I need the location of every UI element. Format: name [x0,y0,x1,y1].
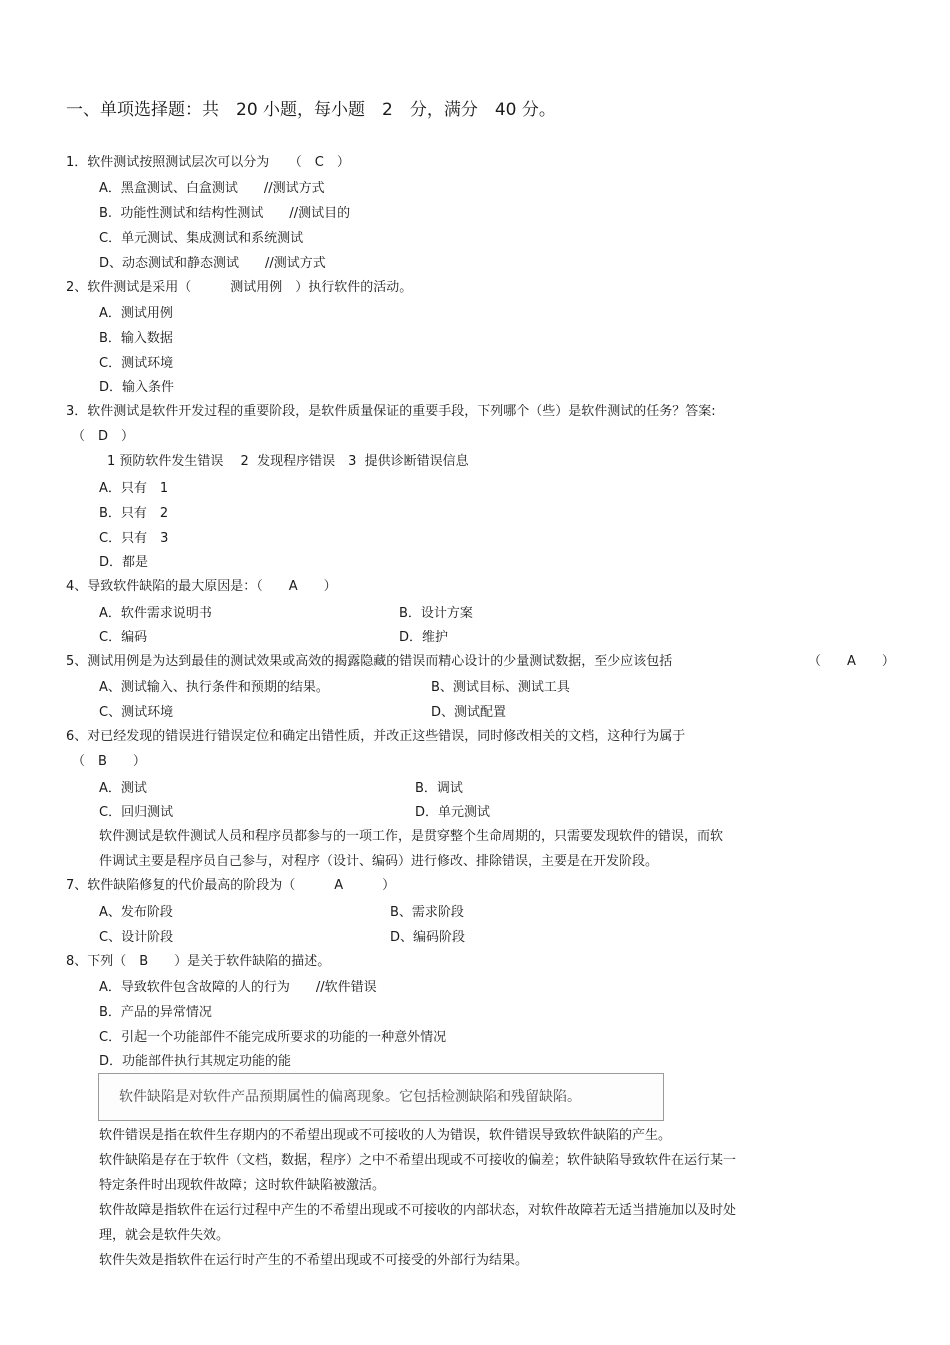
defect-definition-text: 软件缺陷是对软件产品预期属性的偏离现象。它包括检测缺陷和残留缺陷。 [119,1089,581,1105]
question-3-option-b: B．只有 2 [99,506,169,521]
question-6-option-d: D．单元测试 [415,805,491,820]
question-5-option-d: D、测试配置 [431,705,507,720]
question-2-stem: 2、软件测试是采用（ 测试用例 ）执行软件的活动。 [66,280,413,295]
question-3-answer: （ D ） [72,429,135,444]
question-7-option-b: B、需求阶段 [390,905,464,920]
question-6-stem: 6、对已经发现的错误进行错误定位和确定出错性质，并改正这些错误，同时修改相关的文档，这种行为属于 [66,729,686,744]
question-6-option-a: A．测试 [99,781,147,796]
question-1-option-c: C．单元测试、集成测试和系统测试 [99,231,304,246]
question-4-option-b: B．设计方案 [399,606,473,621]
question-8-option-c: C．引起一个功能部件不能完成所要求的功能的一种意外情况 [99,1030,447,1045]
question-6-answer: （ B ） [72,754,146,769]
question-8-option-a: A．导致软件包含故障的人的行为 //软件错误 [99,980,377,995]
question-3-task-list: 1 预防软件发生错误 2 发现程序错误 3 提供诊断错误信息 [107,454,469,469]
note-software-fault-line-1: 软件故障是指软件在运行过程中产生的不希望出现或不可接收的内部状态，对软件故障若无适当措施加以及时处 [99,1203,737,1218]
question-2-option-a: A．测试用例 [99,306,173,321]
question-2-option-c: C．测试环境 [99,356,174,371]
question-3-option-d: D．都是 [99,555,149,570]
question-7-option-d: D、编码阶段 [390,930,466,945]
question-2-option-b: B．输入数据 [99,331,173,346]
question-3-stem: 3．软件测试是软件开发过程的重要阶段，是软件质量保证的重要手段，下列哪个（些）是软件测试的任务？答案: [66,404,716,419]
question-7-stem: 7、软件缺陷修复的代价最高的阶段为（ A ） [66,878,396,893]
note-software-error: 软件错误是指在软件生存期内的不希望出现或不可接收的人为错误，软件错误导致软件缺陷的产生。 [99,1128,672,1143]
question-2-option-d: D．输入条件 [99,380,175,395]
question-6-option-c: C．回归测试 [99,805,174,820]
note-software-defect-line-2: 特定条件时出现软件故障；这时软件缺陷被激活。 [99,1178,386,1193]
question-8-option-d: D．功能部件执行其规定功能的能 [99,1054,292,1069]
question-5-option-b: B、测试目标、测试工具 [431,680,570,695]
defect-definition-box [98,1073,664,1121]
question-6-option-b: B．调试 [415,781,463,796]
question-1-stem: 1．软件测试按照测试层次可以分为 （ C ） [66,155,350,170]
question-3-option-c: C．只有 3 [99,531,169,546]
question-1-option-b: B. 功能性测试和结构性测试 //测试目的 [99,206,351,221]
question-4-option-d: D．维护 [399,630,449,645]
question-5-option-a: A、测试输入、执行条件和预期的结果。 [99,680,329,695]
question-4-option-a: A．软件需求说明书 [99,606,212,621]
question-4-option-c: C．编码 [99,630,148,645]
question-4-stem: 4、导致软件缺陷的最大原因是：（ A ） [66,579,337,594]
question-8-option-b: B．产品的异常情况 [99,1005,212,1020]
question-5-stem: 5、测试用例是为达到最佳的测试效果或高效的揭露隐藏的错误而精心设计的少量测试数据，至少应该包括 [66,654,673,669]
question-6-explanation-line-1: 软件测试是软件测试人员和程序员都参与的一项工作，是贯穿整个生命周期的，只需要发现软件的错误，而软 [99,829,724,844]
note-software-fault-line-2: 理，就会是软件失效。 [99,1228,230,1243]
note-software-defect-line-1: 软件缺陷是存在于软件（文档，数据，程序）之中不希望出现或不可接收的偏差；软件缺陷导致软件在运行某一 [99,1153,737,1168]
note-software-failure: 软件失效是指软件在运行时产生的不希望出现或不可接受的外部行为结果。 [99,1253,529,1268]
question-6-explanation-line-2: 件调试主要是程序员自己参与，对程序（设计、编码）进行修改、排除错误，主要是在开发阶段。 [99,854,659,869]
question-8-stem: 8、下列（ B ）是关于软件缺陷的描述。 [66,954,331,969]
question-5-answer: （ A ） [808,654,895,669]
question-3-option-a: A．只有 1 [99,481,169,496]
question-7-option-c: C、设计阶段 [99,930,174,945]
question-5-option-c: C、测试环境 [99,705,174,720]
section-heading: 一、单项选择题：共 20 小题，每小题 2 分，满分 40 分。 [66,100,556,120]
question-7-option-a: A、发布阶段 [99,905,173,920]
question-1-option-a: A．黑盒测试、白盒测试 //测试方式 [99,181,325,196]
question-1-option-d: D、动态测试和静态测试 //测试方式 [99,256,326,271]
